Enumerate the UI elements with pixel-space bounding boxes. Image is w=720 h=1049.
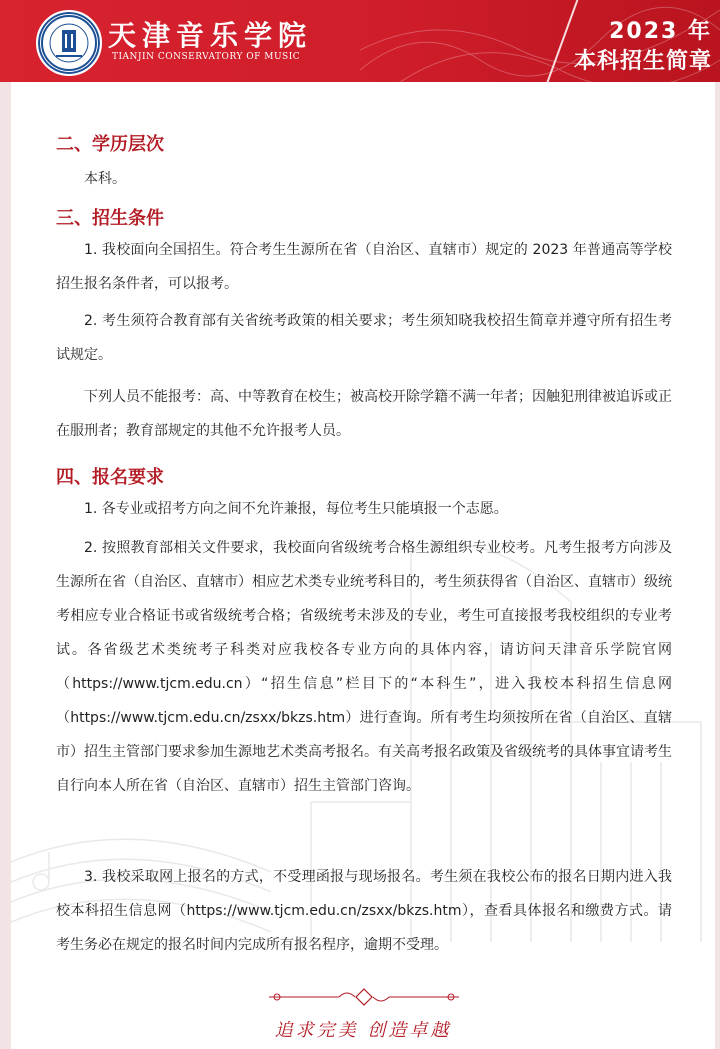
school-motto: 追求完美 创造卓越	[274, 1020, 452, 1041]
school-name-cn: 天津音乐学院	[108, 19, 313, 52]
paragraph: 下列人员不能报考：高、中等教育在校生；被高校开除学籍不满一年者；因触犯刑律被追诉或正在服刑者；教育部规定的其他不允许报考人员。	[56, 389, 672, 439]
paragraph: 2. 考生须符合教育部有关省统考政策的相关要求；考生须知晓我校招生简章并遵守所有招生考试规定。	[56, 313, 672, 363]
paragraph: 1. 我校面向全国招生。符合考生生源所在省（自治区、直辖市）规定的 2023 年普通高等学校招生报名条件者，可以报考。	[56, 242, 672, 292]
section-heading-education-level: 二、学历层次	[56, 134, 164, 155]
school-name-en: TIANJIN CONSERVATORY OF MUSIC	[112, 52, 301, 62]
paragraph: 3. 我校采取网上报名的方式，不受理函报与现场报名。考生须在我校公布的报名日期内进入我校本科招生信息网（https://www.tjcm.edu.cn/zsxx/bkzs.htm），查看具体报名和缴费方式。请考生务必在规定的报名时间内完成所有报名程序，逾期不受理。	[56, 869, 672, 953]
brochure-title: 本科招生简章	[573, 49, 712, 74]
ornament-divider-icon	[269, 987, 459, 1007]
school-seal-logo-icon	[36, 10, 102, 76]
paragraph: 1. 各专业或招考方向之间不允许兼报，每位考生只能填报一个志愿。	[84, 501, 508, 517]
section-heading-registration-requirements: 四、报名要求	[56, 467, 164, 488]
paragraph: 2. 按照教育部相关文件要求，我校面向省级统考合格生源组织专业校考。凡考生报考方向涉及生源所在省（自治区、直辖市）相应艺术类专业统考科目的，考生须获得省（自治区、直辖市）级统考相应专业合格证书或省级统考合格；省级统考未涉及的专业，考生可直接报考我校组织的专业考试。各省级艺术类统考子科类对应我校各专业方向的具体内容，请访问天津音乐学院官网（https://www.tjcm.edu.cn）“招生信息”栏目下的“本科生”，进入我校本科招生信息网（https://www.tjcm.edu.cn/zsxx/bkzs.htm）进行查询。所有考生均须按所在省（自治区、直辖市）招生主管部门要求参加生源地艺术类高考报名。有关高考报名政策及省级统考的具体事宜请考生自行向本人所在省（自治区、直辖市）招生主管部门咨询。	[56, 540, 672, 794]
paragraph: 本科。	[84, 171, 126, 187]
year-title: 2023 年	[609, 19, 712, 44]
page-header	[0, 0, 720, 82]
section-heading-admission-conditions: 三、招生条件	[56, 208, 164, 229]
document-page	[11, 82, 715, 1049]
